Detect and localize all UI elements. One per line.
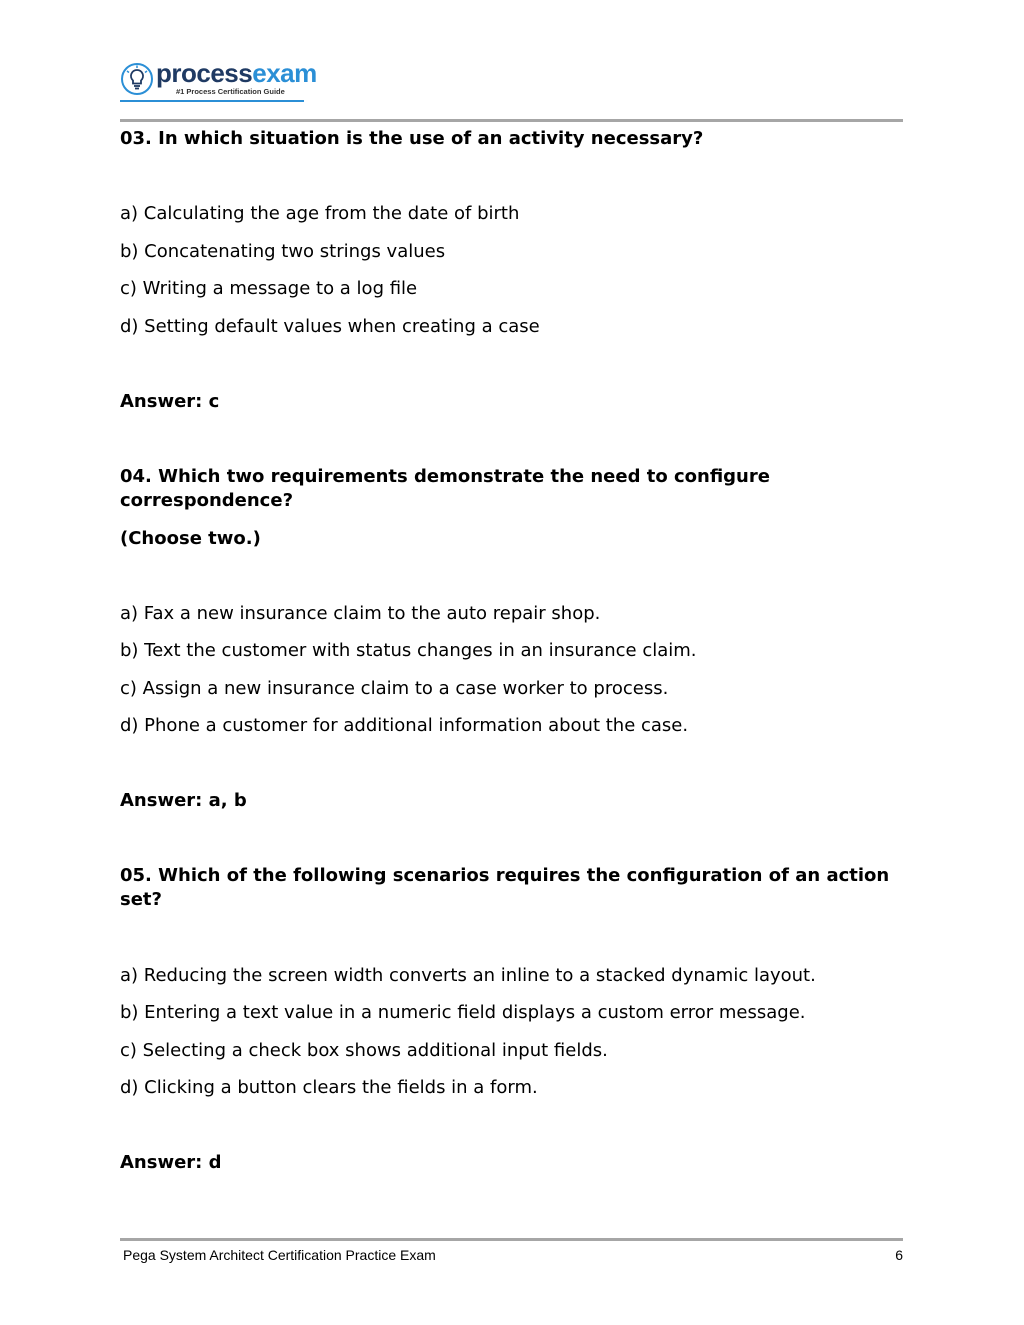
header-divider xyxy=(120,119,903,122)
logo-tagline: #1 Process Certification Guide xyxy=(176,87,285,96)
answer-key: Answer: a, b xyxy=(120,790,247,811)
answer-option: d) Clicking a button clears the fields in a form. xyxy=(120,1077,538,1098)
page-number: 6 xyxy=(895,1247,903,1263)
answer-option: b) Text the customer with status changes in an insurance claim. xyxy=(120,640,697,661)
answer-option: d) Phone a customer for additional information about the case. xyxy=(120,715,689,736)
answer-option: a) Fax a new insurance claim to the auto repair shop. xyxy=(120,603,601,624)
answer-option: a) Reducing the screen width converts an inline to a stacked dynamic layout. xyxy=(120,965,816,986)
question-note: (Choose two.) xyxy=(120,528,261,549)
logo-underline xyxy=(120,100,304,102)
question-title: 04. Which two requirements demonstrate the need to configure correspondence? xyxy=(120,466,770,511)
answer-option: b) Entering a text value in a numeric field displays a custom error message. xyxy=(120,1002,806,1023)
answer-option: c) Writing a message to a log file xyxy=(120,278,418,299)
logo-word-process: process xyxy=(156,58,253,88)
question-title: 03. In which situation is the use of an activity necessary? xyxy=(120,128,704,149)
answer-option: c) Assign a new insurance claim to a case worker to process. xyxy=(120,678,669,699)
footer-divider xyxy=(120,1238,903,1241)
answer-key: Answer: c xyxy=(120,391,220,412)
footer-title: Pega System Architect Certification Practice Exam xyxy=(123,1247,436,1263)
processexam-logo xyxy=(120,58,317,104)
question-title: 05. Which of the following scenarios requires the configuration of an action set? xyxy=(120,865,890,910)
answer-option: a) Calculating the age from the date of birth xyxy=(120,203,520,224)
answer-option: c) Selecting a check box shows additional input fields. xyxy=(120,1040,608,1061)
answer-option: b) Concatenating two strings values xyxy=(120,241,446,262)
logo-word-exam: exam xyxy=(252,58,317,88)
answer-key: Answer: d xyxy=(120,1152,222,1173)
answer-option: d) Setting default values when creating a case xyxy=(120,316,540,337)
logo-wordmark xyxy=(156,58,317,88)
lightbulb-icon xyxy=(120,62,154,96)
